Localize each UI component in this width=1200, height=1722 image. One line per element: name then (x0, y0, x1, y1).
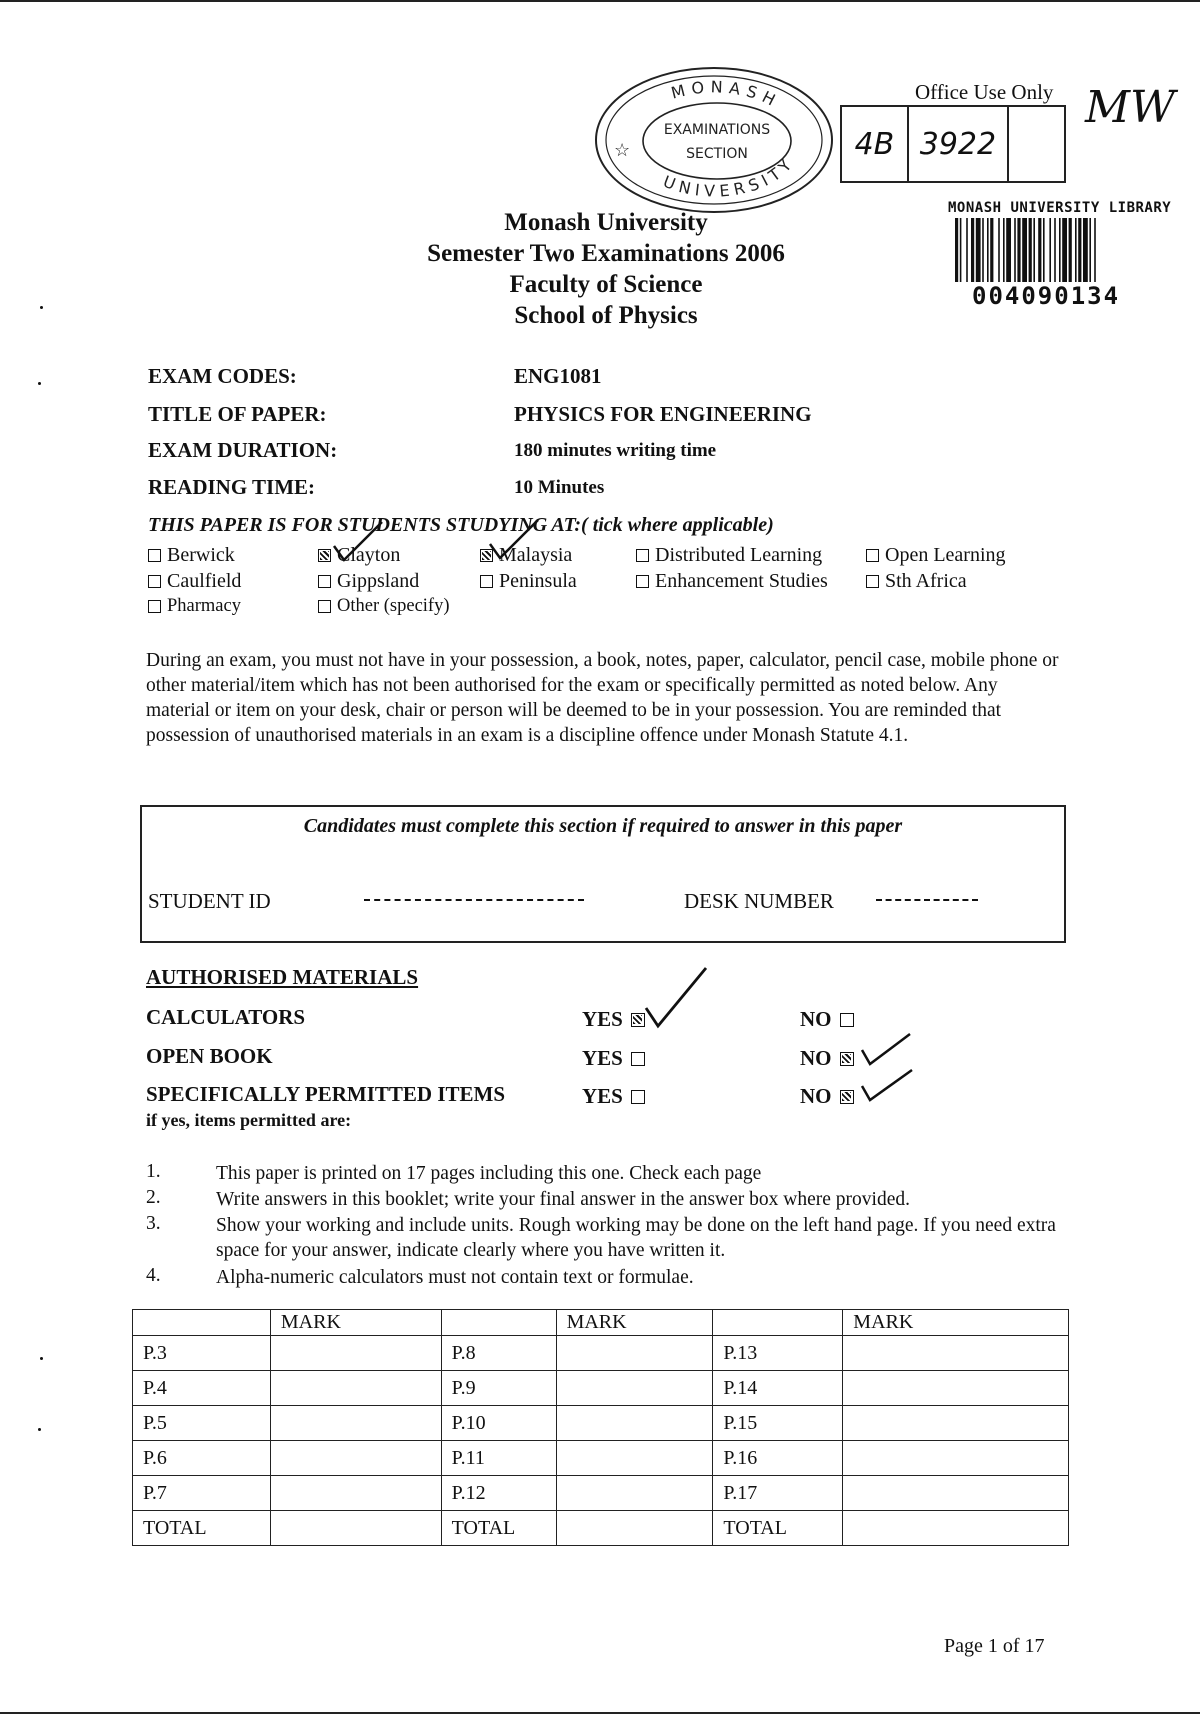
total-cell: TOTAL (133, 1511, 271, 1546)
office-cell-3 (1009, 107, 1064, 181)
permitted-items-no[interactable]: NO (800, 1084, 854, 1109)
candidate-box-title: Candidates must complete this section if required to answer in this paper (303, 815, 903, 837)
instruction-text: This paper is printed on 17 pages including this one. Check each page (216, 1163, 762, 1184)
barcode-bar (1054, 218, 1056, 282)
marks-table (132, 1309, 1069, 1546)
desk-number-label: DESK NUMBER (684, 889, 834, 913)
barcode-bar (1078, 218, 1081, 282)
mark-cell[interactable] (843, 1406, 1069, 1441)
instruction-text: Write answers in this booklet; write your final answer in the answer box where provided. (216, 1189, 910, 1210)
exam-codes-label: EXAM CODES: (148, 364, 297, 388)
table-header-cell (713, 1310, 843, 1336)
handwritten-initials: MW (1085, 82, 1176, 133)
table-row (133, 1441, 1069, 1476)
barcode-bar (1017, 218, 1020, 282)
barcode-bar (1014, 218, 1016, 282)
page-cell: P.12 (441, 1476, 556, 1511)
student-id-field[interactable] (364, 899, 584, 901)
table-row (133, 1406, 1069, 1441)
duration-label: EXAM DURATION: (148, 438, 338, 462)
barcode-bar (982, 218, 984, 282)
mark-cell[interactable] (843, 1441, 1069, 1476)
permitted-items-label: SPECIFICALLY PERMITTED ITEMS (146, 1082, 506, 1106)
page-cell: P.17 (713, 1476, 843, 1511)
duration-value: 180 minutes writing time (514, 440, 717, 461)
campus-gippsland[interactable]: Gippsland (318, 570, 419, 593)
campus-pharmacy[interactable]: Pharmacy (148, 596, 241, 617)
table-header-cell (133, 1310, 271, 1336)
permitted-items-yes[interactable]: YES (582, 1084, 645, 1109)
page-cell: P.5 (133, 1406, 271, 1441)
barcode-bar (971, 218, 974, 282)
page-cell: P.14 (713, 1371, 843, 1406)
checkbox-icon[interactable] (866, 549, 879, 562)
checkbox-icon[interactable] (866, 575, 879, 588)
page-cell: P.16 (713, 1441, 843, 1476)
page-cell: P.7 (133, 1476, 271, 1511)
barcode-bar (1033, 218, 1035, 282)
stamp-top-text: MONASH (669, 77, 784, 113)
calculators-no[interactable]: NO (800, 1007, 854, 1032)
instruction-number: 1. (146, 1161, 161, 1182)
mark-cell[interactable] (843, 1511, 1069, 1546)
mark-cell[interactable] (556, 1511, 713, 1546)
barcode-bar (955, 218, 958, 282)
stamp-bottom-text: UNIVERSITY (660, 152, 799, 201)
page-cell: P.9 (441, 1371, 556, 1406)
instruction-text: Show your working and include units. Rough working may be done on the left hand page. If you need extra space for your answer, indicate clearly where you have written it. (216, 1215, 1056, 1261)
mark-cell[interactable] (270, 1336, 441, 1371)
examinations-stamp (592, 62, 837, 220)
student-id-label: STUDENT ID (148, 889, 271, 913)
star-icon: ☆ (614, 140, 631, 160)
faculty-name: Faculty of Science (509, 271, 703, 298)
mark-cell[interactable] (556, 1336, 713, 1371)
barcode-bar (1069, 218, 1072, 282)
calculators-label: CALCULATORS (146, 1005, 306, 1029)
page-cell: P.6 (133, 1441, 271, 1476)
scan-speck (40, 1357, 43, 1360)
open-book-no[interactable]: NO (800, 1046, 854, 1071)
barcode-bar (1003, 218, 1005, 282)
page-cell: P.4 (133, 1371, 271, 1406)
barcode-bar (1083, 218, 1088, 282)
checkbox-icon[interactable] (148, 549, 161, 562)
top-border-line (0, 0, 1200, 2)
exam-codes-value: ENG1081 (514, 364, 602, 388)
barcode-bar (1059, 218, 1061, 282)
campus-caulfield[interactable]: Caulfield (148, 570, 241, 593)
instruction-number: 3. (146, 1213, 161, 1234)
instruction-number: 4. (146, 1265, 161, 1286)
handwritten-tick-permitted-items (858, 1066, 918, 1106)
scan-speck (38, 382, 41, 385)
table-row (133, 1336, 1069, 1371)
campus-berwick[interactable]: Berwick (148, 544, 235, 567)
mark-cell[interactable] (270, 1406, 441, 1441)
mark-cell[interactable] (843, 1476, 1069, 1511)
campus-other[interactable]: Other (specify) (318, 596, 450, 617)
barcode-bar (1038, 218, 1041, 282)
campus-malaysia[interactable]: Malaysia (480, 544, 572, 567)
barcode-graphic (955, 218, 1155, 282)
mark-header: MARK (843, 1310, 1069, 1336)
handwritten-tick-calculators (642, 964, 712, 1034)
mark-cell[interactable] (556, 1441, 713, 1476)
campus-enhancement-studies[interactable]: Enhancement Studies (636, 570, 828, 593)
total-cell: TOTAL (713, 1511, 843, 1546)
scan-speck (38, 1428, 41, 1431)
checkbox-icon[interactable] (148, 600, 161, 613)
barcode-bar (1043, 218, 1045, 282)
campus-sth-africa[interactable]: Sth Africa (866, 570, 967, 593)
barcode-bar (966, 218, 968, 282)
office-use-label: Office Use Only (915, 80, 1054, 104)
possession-warning: During an exam, you must not have in your possession, a book, notes, paper, calculator, pencil case, mobile phone or other material/item which has not been authorised for the exam or specifically permitted as noted below. Any material or item on your desk, chair or person will be deemed to be in your possession. You are reminded that possession of unauthorised materials in an exam is a discipline offence under Monash Statute 4.1. (146, 650, 1059, 746)
page-cell: P.10 (441, 1406, 556, 1441)
desk-number-field[interactable] (876, 899, 978, 901)
bottom-border-line (0, 1712, 1200, 1714)
barcode-number: 004090134 (972, 282, 1121, 310)
stamp-center-line-1: EXAMINATIONS (663, 122, 771, 138)
checkbox-icon[interactable] (480, 575, 493, 588)
university-name: Monash University (504, 209, 708, 236)
checkbox-icon[interactable] (636, 549, 649, 562)
checkbox-icon[interactable] (631, 1090, 645, 1104)
campus-peninsula[interactable]: Peninsula (480, 570, 577, 593)
barcode-bar (990, 218, 993, 282)
reading-time-value: 10 Minutes (514, 477, 605, 498)
campus-clayton[interactable]: Clayton (318, 544, 400, 567)
mark-header: MARK (270, 1310, 441, 1336)
mark-cell[interactable] (556, 1371, 713, 1406)
checkbox-icon[interactable] (840, 1013, 854, 1027)
instruction-text: Alpha-numeric calculators must not contain text or formulae. (216, 1267, 694, 1288)
handwritten-tick-clayton (330, 518, 390, 568)
barcode-bar (1022, 218, 1027, 282)
authorised-materials-title: AUTHORISED MATERIALS (146, 965, 419, 989)
barcode-bar (1094, 218, 1096, 282)
table-header-cell (441, 1310, 556, 1336)
checkbox-icon[interactable] (148, 575, 161, 588)
campus-distributed-learning[interactable]: Distributed Learning (636, 544, 822, 567)
page-cell: P.11 (441, 1441, 556, 1476)
barcode-bar (1029, 218, 1032, 282)
instruction-number: 2. (146, 1187, 161, 1208)
campus-open-learning[interactable]: Open Learning (866, 544, 1006, 567)
reading-time-label: READING TIME: (148, 475, 316, 499)
stamp-center-line-2: SECTION (686, 146, 748, 162)
library-label: MONASH UNIVERSITY LIBRARY (948, 200, 1172, 216)
table-row-total (133, 1511, 1069, 1546)
mark-cell[interactable] (270, 1511, 441, 1546)
barcode-bar (976, 218, 981, 282)
barcode-bar (987, 218, 989, 282)
page-cell: P.15 (713, 1406, 843, 1441)
barcode-bar (1062, 218, 1067, 282)
mark-cell[interactable] (270, 1441, 441, 1476)
barcode-bar (998, 218, 1000, 282)
mark-cell[interactable] (843, 1336, 1069, 1371)
page-number: Page 1 of 17 (944, 1635, 1045, 1657)
title-value: PHYSICS FOR ENGINEERING (514, 402, 812, 426)
checkbox-icon[interactable] (318, 575, 331, 588)
page-cell: P.13 (713, 1336, 843, 1371)
handwritten-tick-malaysia (486, 516, 546, 566)
calculators-yes[interactable]: YES (582, 1007, 645, 1032)
campus-title: THIS PAPER IS FOR STUDENTS STUDYING AT:( tick where applicable) (148, 514, 774, 536)
barcode-bar (1089, 218, 1091, 282)
handwritten-tick-open-book (858, 1030, 918, 1070)
mark-header: MARK (556, 1310, 713, 1336)
office-cell-1: 4B (842, 107, 909, 181)
checkbox-checked-icon[interactable] (840, 1090, 854, 1104)
total-cell: TOTAL (441, 1511, 556, 1546)
mark-cell[interactable] (556, 1406, 713, 1441)
candidate-details-box (140, 805, 1066, 943)
barcode-bar (960, 218, 962, 282)
title-label: TITLE OF PAPER: (148, 402, 327, 426)
exam-semester: Semester Two Examinations 2006 (427, 240, 785, 267)
office-cell-2: 3922 (909, 107, 1009, 181)
school-name: School of Physics (514, 302, 698, 329)
mark-cell[interactable] (843, 1371, 1069, 1406)
permitted-items-note: if yes, items permitted are: (146, 1110, 352, 1130)
page-cell: P.8 (441, 1336, 556, 1371)
barcode-bar (1006, 218, 1011, 282)
open-book-label: OPEN BOOK (146, 1044, 273, 1068)
office-use-box (840, 105, 1066, 183)
barcode-bar (1075, 218, 1077, 282)
table-row (133, 1371, 1069, 1406)
table-row (133, 1476, 1069, 1511)
mark-cell[interactable] (270, 1476, 441, 1511)
checkbox-checked-icon[interactable] (840, 1052, 854, 1066)
open-book-yes[interactable]: YES (582, 1046, 645, 1071)
checkbox-icon[interactable] (631, 1052, 645, 1066)
mark-cell[interactable] (270, 1371, 441, 1406)
page-cell: P.3 (133, 1336, 271, 1371)
checkbox-icon[interactable] (318, 600, 331, 613)
scan-speck (40, 306, 43, 309)
exam-header (380, 207, 832, 331)
barcode-bar (1049, 218, 1051, 282)
checkbox-icon[interactable] (636, 575, 649, 588)
mark-cell[interactable] (556, 1476, 713, 1511)
